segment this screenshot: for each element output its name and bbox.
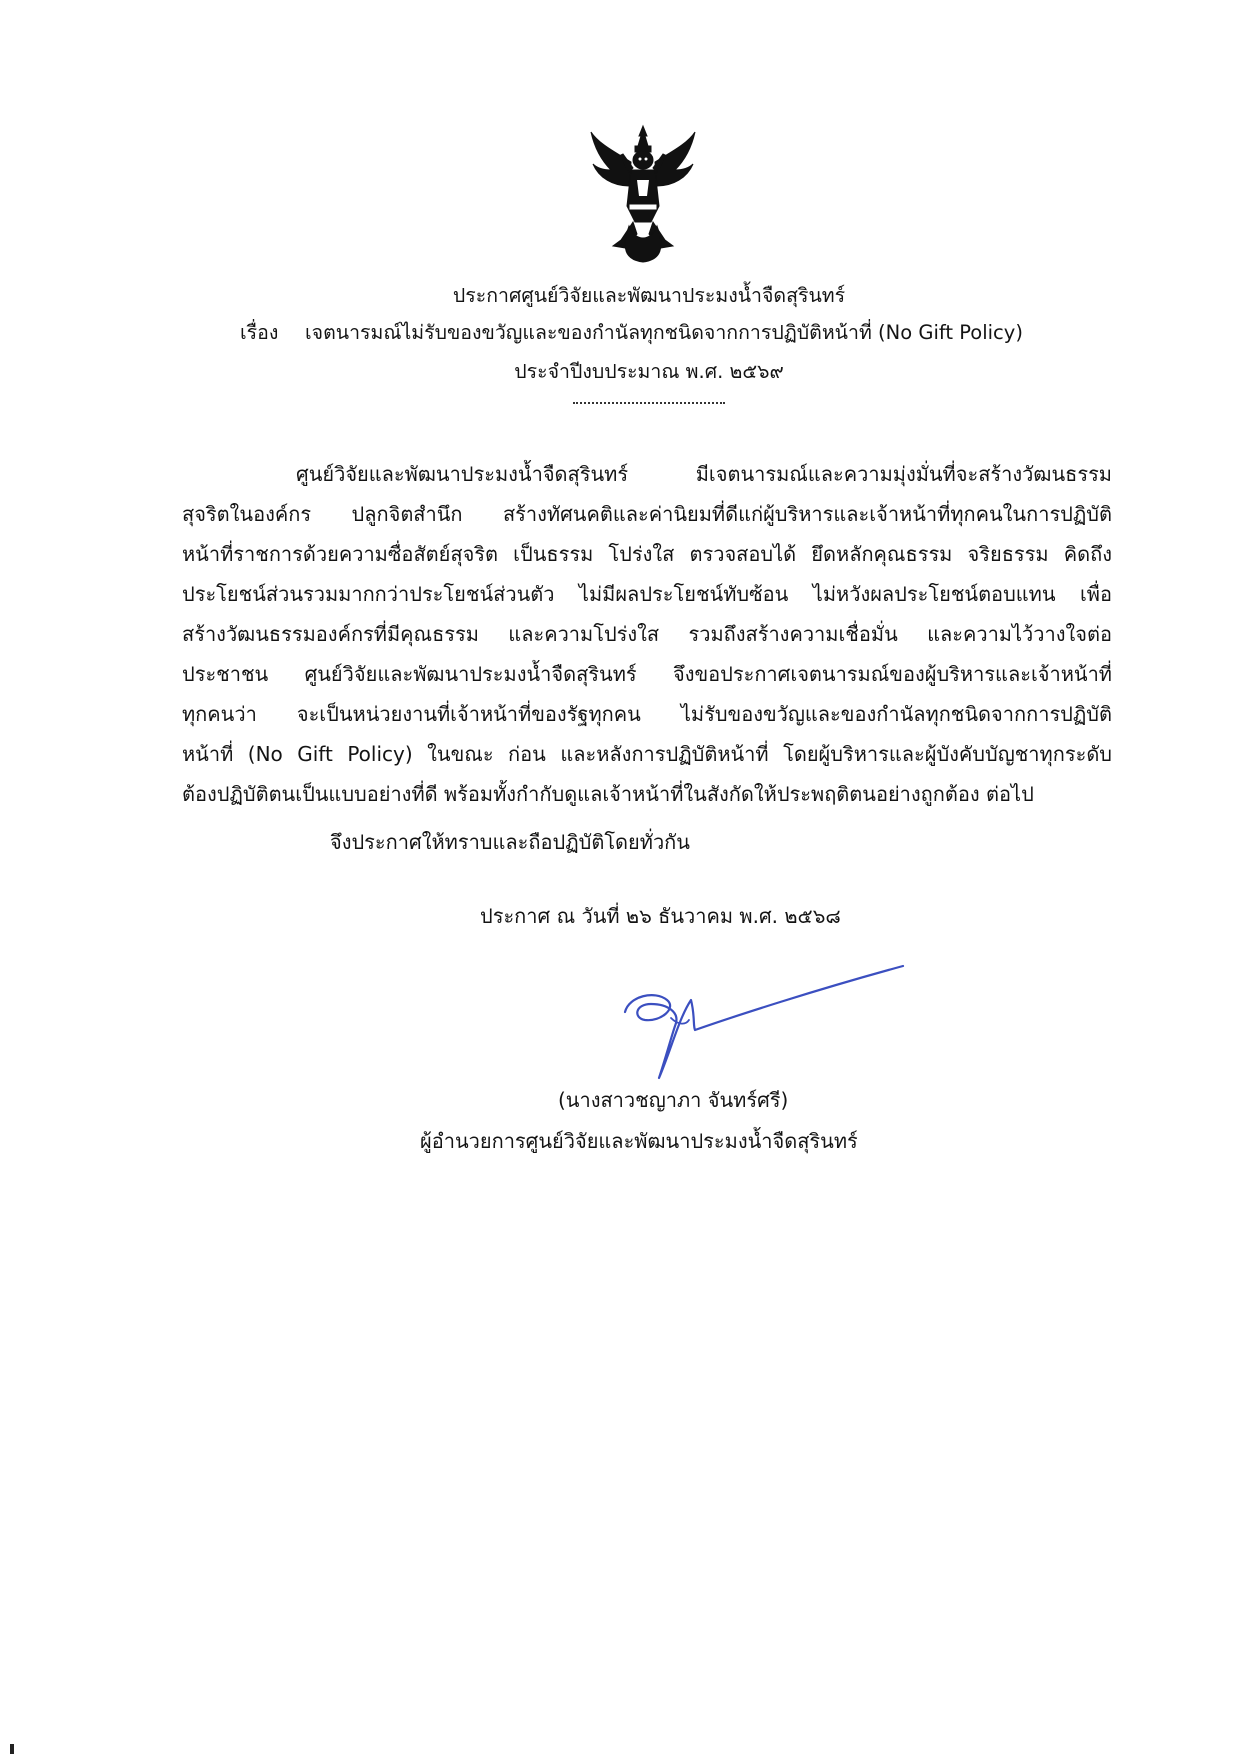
scan-edge-mark bbox=[10, 1744, 14, 1754]
announcement-title: ประกาศศูนย์วิจัยและพัฒนาประมงน้ำจืดสุรินทร์ bbox=[452, 284, 846, 307]
body-line: ประโยชน์ส่วนรวมมากกว่าประโยชน์ส่วนตัว ไม่มีผลประโยชน์ทับซ้อน ไม่หวังผลประโยชน์ตอบแทน เพื่อ bbox=[182, 582, 1112, 606]
body-line: ประชาชน ศูนย์วิจัยและพัฒนาประมงน้ำจืดสุรินทร์ จึงขอประกาศเจตนารมณ์ของผู้บริหารและเจ้าหน้าที่ bbox=[182, 662, 1112, 686]
body-line: หน้าที่ราชการด้วยความซื่อสัตย์สุจริต เป็นธรรม โปร่งใส ตรวจสอบได้ ยึดหลักคุณธรรม จริยธรรม คิดถึง bbox=[182, 542, 1112, 566]
header-divider bbox=[573, 402, 725, 404]
body-line: ศูนย์วิจัยและพัฒนาประมงน้ำจืดสุรินทร์ มีเจตนารมณ์และความมุ่งมั่นที่จะสร้างวัฒนธรรม bbox=[296, 462, 1112, 486]
subject-text: เจตนารมณ์ไม่รับของขวัญและของกำนัลทุกชนิดจากการปฏิบัติหน้าที่ (No Gift Policy) bbox=[305, 321, 1023, 344]
body-line: หน้าที่ (No Gift Policy) ในขณะ ก่อน และหลังการปฏิบัติหน้าที่ โดยผู้บริหารและผู้บังคับบัญชาทุกระดับ bbox=[182, 742, 1112, 766]
signature-icon bbox=[615, 960, 905, 1080]
announcement-date: ประกาศ ณ วันที่ ๒๖ ธันวาคม พ.ศ. ๒๕๖๘ bbox=[480, 904, 841, 928]
signer-name: (นางสาวชญาภา จันทร์ศรี) bbox=[558, 1088, 789, 1112]
garuda-emblem-icon bbox=[585, 122, 701, 264]
fiscal-year: ประจำปีงบประมาณ พ.ศ. ๒๕๖๙ bbox=[514, 360, 784, 383]
signer-title: ผู้อำนวยการศูนย์วิจัยและพัฒนาประมงน้ำจืดสุรินทร์ bbox=[420, 1129, 858, 1153]
body-line: ต้องปฏิบัติตนเป็นแบบอย่างที่ดี พร้อมทั้งกำกับดูแลเจ้าหน้าที่ในสังกัดให้ประพฤติตนอย่างถูกต้อง ต่อไป bbox=[182, 782, 1034, 806]
subject-label: เรื่อง bbox=[240, 321, 279, 344]
closing-statement: จึงประกาศให้ทราบและถือปฏิบัติโดยทั่วกัน bbox=[330, 830, 690, 854]
body-line: สุจริตในองค์กร ปลูกจิตสำนึก สร้างทัศนคติและค่านิยมที่ดีแก่ผู้บริหารและเจ้าหน้าที่ทุกคนในการปฏิบัติ bbox=[182, 502, 1112, 526]
body-line: สร้างวัฒนธรรมองค์กรที่มีคุณธรรม และความโปร่งใส รวมถึงสร้างความเชื่อมั่น และความไว้วางใจต่อ bbox=[182, 622, 1112, 646]
body-line: ทุกคนว่า จะเป็นหน่วยงานที่เจ้าหน้าที่ของรัฐทุกคน ไม่รับของขวัญและของกำนัลทุกชนิดจากการปฏิบัติ bbox=[182, 702, 1112, 726]
